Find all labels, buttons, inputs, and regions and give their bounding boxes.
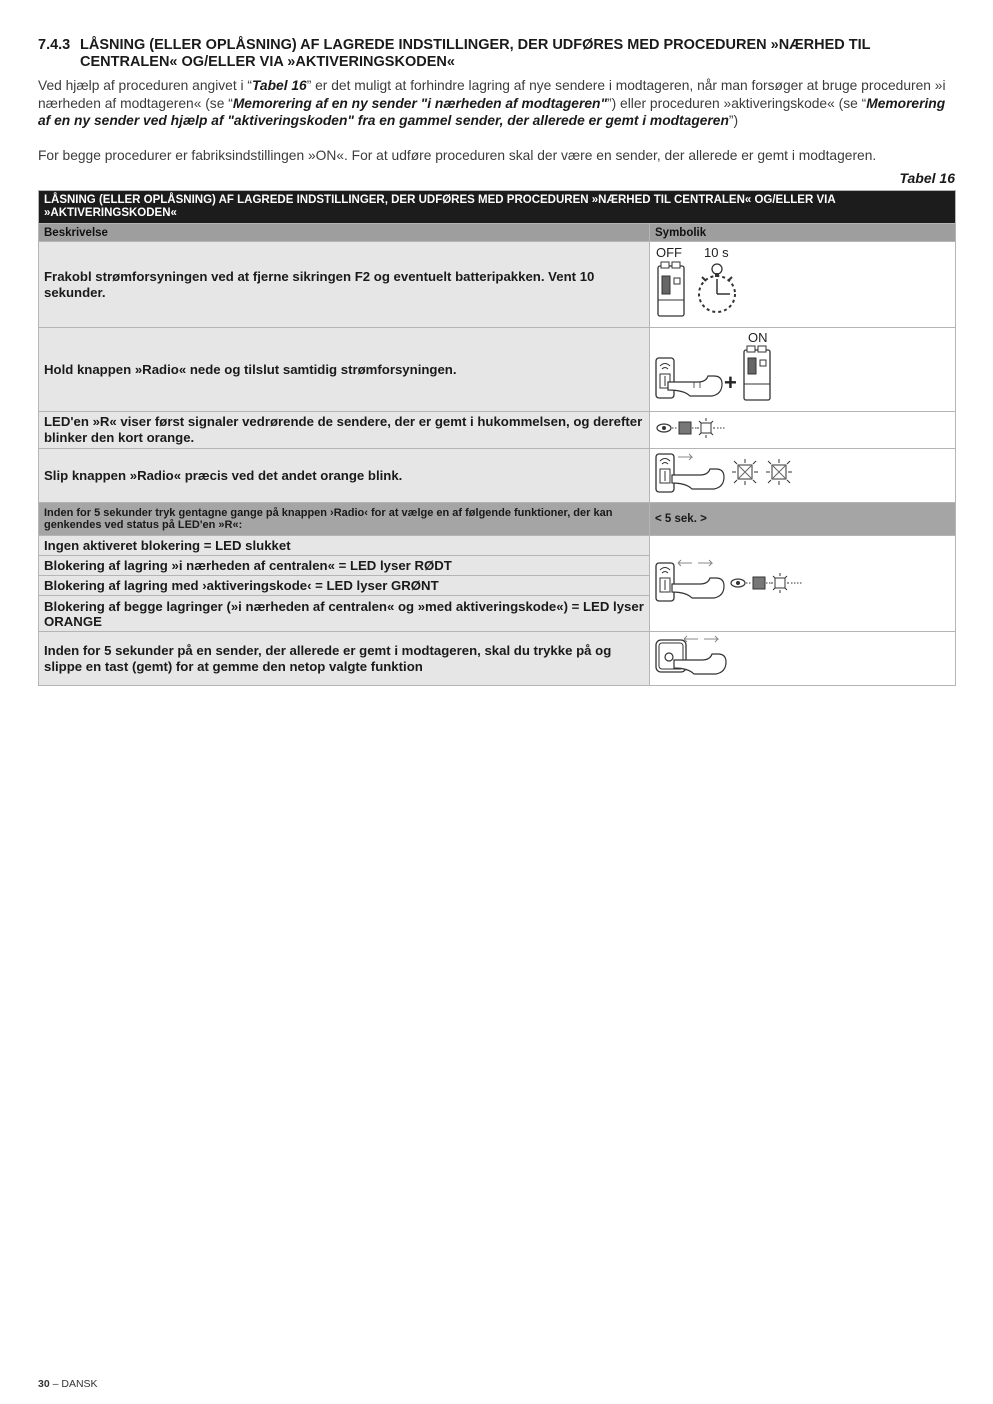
table-row (39, 449, 956, 503)
intro-text-3: ”) eller proceduren »aktiveringskode« (se “ (607, 95, 867, 111)
table-header: LÅSNING (ELLER OPLÅSNING) AF LAGREDE INDSTILLINGER, DER UDFØRES MED PROCEDUREN »NÆRHED TIL CENTRALEN« OG/ELLER VIA »AKTIVERINGSKODEN« (39, 191, 956, 224)
eye-icon (657, 424, 671, 432)
page-footer (38, 1378, 98, 1390)
press-release-arrow-icon (684, 636, 718, 642)
hand-press-icon (672, 578, 724, 598)
symbol-cell (650, 328, 956, 412)
intro-text-1: Ved hjælp af proceduren angivet i “ (38, 78, 252, 93)
circuit-breaker-icon (658, 262, 684, 316)
row-description: Inden for 5 sekunder på en sender, der allerede er gemt i modtageren, skal du trykke på og slippe en tast (gemt) for at gemme den netop valgte funktion (39, 632, 650, 686)
radio-repeat-led-icon (654, 557, 814, 605)
section-number: 7.4.3 (38, 37, 71, 53)
plus-sign: + (724, 370, 737, 395)
led-on-square-icon (753, 577, 765, 589)
row-description: Slip knappen »Radio« præcis ved det andet orange blink. (39, 449, 650, 503)
stopwatch-icon (699, 264, 735, 312)
procedure-table (38, 190, 956, 686)
transmitter-press-icon (654, 634, 744, 678)
option-block-proximity: Blokering af lagring »i nærheden af centralen« = LED lyser RØDT (39, 556, 650, 576)
row-description: Frakobl strømforsyningen ved at fjerne sikringen F2 og eventuelt batteripakken. Vent 10 sekunder. (39, 242, 650, 328)
symbol-cell (650, 536, 956, 632)
off-label: OFF (656, 245, 682, 260)
table-header-row (39, 191, 956, 224)
symbol-cell (650, 449, 956, 503)
section-heading (38, 37, 958, 71)
release-arrow-icon (678, 454, 692, 460)
intro-text-2: ” er det muligt at forhindre lagring af nye sendere i modtageren, når man forsøger at bruge proceduren »i nærheden af modtageren« (se “ (38, 78, 946, 111)
table-row (39, 328, 956, 412)
footer-language: – DANSK (52, 1378, 98, 1390)
option-row (39, 536, 956, 556)
led-orange-blink-icon (732, 459, 758, 485)
release-radio-icon (654, 451, 804, 495)
table-row (39, 632, 956, 686)
reference-proximity[interactable]: Memorering af en ny sender "i nærheden af modtageren" (232, 95, 607, 111)
row-description: LED'en »R« viser først signaler vedrørende de sendere, der er gemt i hukommelsen, og derefter blinker den kort orange. (39, 412, 650, 449)
table-row (39, 242, 956, 328)
eye-icon (731, 579, 745, 587)
time-label: 10 s (704, 245, 729, 260)
symbol-cell (650, 632, 956, 686)
table-row (39, 412, 956, 449)
led-blink-icon (771, 573, 789, 593)
table-row (39, 503, 956, 536)
section-title: LÅSNING (ELLER OPLÅSNING) AF LAGREDE INDSTILLINGER, DER UDFØRES MED PROCEDUREN »NÆRHED TIL CENTRALEN« OG/ELLER VIA »AKTIVERINGSKODEN« (80, 37, 871, 70)
symbol-cell (650, 412, 956, 449)
hand-release-icon (672, 469, 724, 489)
row-description: Hold knappen »Radio« nede og tilslut samtidig strømforsyningen. (39, 328, 650, 412)
radio-button-icon (656, 358, 674, 398)
radio-button-icon (656, 454, 674, 492)
intro-text-4: ”) (728, 113, 739, 128)
option-block-both: Blokering af begge lagringer (»i nærheden af centralen« og »med aktiveringskode«) = LED lyser ORANGE (39, 596, 650, 632)
radio-press-power-on-icon (654, 330, 794, 404)
intro-paragraph (38, 77, 958, 130)
on-label: ON (748, 330, 768, 345)
table-reference-link[interactable]: Tabel 16 (252, 78, 307, 93)
table-caption: Tabel 16 (899, 170, 955, 186)
option-block-activation-code: Blokering af lagring med ›aktiveringskode‹ = LED lyser GRØNT (39, 576, 650, 596)
led-sequence-icon (654, 417, 754, 439)
factory-setting-paragraph: For begge procedurer er fabriksindstillingen »ON«. For at udføre proceduren skal der være en sender, der allerede er gemt i modtageren. (38, 148, 877, 163)
row-description: Inden for 5 sekunder tryk gentagne gange på knappen ›Radio‹ for at vælge en af følgende funktioner, der kan genkendes ved status på LED'en »R«: (39, 503, 650, 536)
hand-press-icon (668, 376, 722, 396)
option-no-block: Ingen aktiveret blokering = LED slukket (39, 536, 650, 556)
led-orange-blink-icon (766, 459, 792, 485)
column-header-row (39, 224, 956, 242)
time-limit-label: < 5 sek. > (650, 503, 956, 536)
led-blink-icon (697, 418, 715, 438)
power-off-timer-icon (654, 244, 774, 320)
column-symbol: Symbolik (650, 224, 956, 242)
repeat-arrow-icon (678, 560, 712, 566)
page-number: 30 (38, 1378, 50, 1390)
reference-activation-code[interactable]: Memorering af en ny sender ved hjælp af "aktiveringskoden" fra en gammel sender, der allerede er gemt i modtageren (38, 95, 946, 128)
symbol-cell (650, 242, 956, 328)
radio-button-icon (656, 563, 674, 601)
column-description: Beskrivelse (39, 224, 650, 242)
circuit-breaker-on-icon (744, 346, 770, 400)
led-on-square-icon (679, 422, 691, 434)
